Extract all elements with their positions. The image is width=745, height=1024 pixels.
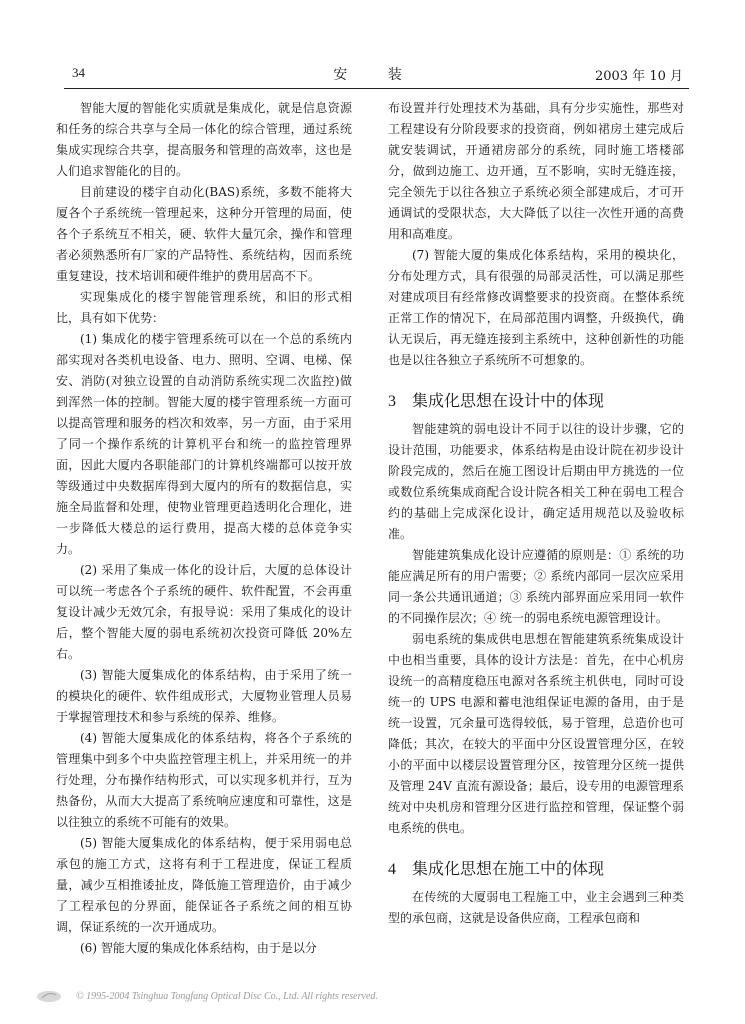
list-item: (3) 智能大厦集成化的体系结构，由于采用了统一的模块化的硬件、软件组成形式，大厦物业管理人员易于掌握管理技术和参与系统的保养、维修。 <box>56 668 352 724</box>
paragraph: 智能大厦的智能化实质就是集成化，就是信息资源和任务的综合共享与全局一体化的综合管理，通过系统集成实现综合共享，提高服务和管理的高效率，这也是人们追求智能化的目的。 <box>56 101 352 178</box>
list-item: (2) 采用了集成一体化的设计后，大厦的总体设计可以统一考虑各个子系统的硬件、软件配置，不会再重复设计减少无效冗余，有报导说：采用了集成化的设计后，整个智能大厦的弱电系统初次投资可降低 20%左右。 <box>56 563 352 661</box>
list-item: (1) 集成化的楼宇管理系统可以在一个总的系统内部实现对各类机电设备、电力、照明、空调、电梯、保安、消防(对独立设置的自动消防系统实现二次监控)做到浑然一体的控制。智能大厦的楼宇管理系统一方面可以提高管理和服务的档次和效率，另一方面，由于采用了同一个操作系统的计算机平台和统一的监控管理界面，因此大厦内各职能部门的计算机终端都可以按开放等级通过中央数据库得到大厦内的所有的数据信息，实施全局监督和处理，使物业管理更趋透明化合理化，进一步降低大楼总的运行费用，提高大楼的总体竞争实力。 <box>56 332 352 556</box>
section-title: 集成化思想在施工中的体现 <box>412 859 605 878</box>
cnki-logo-icon <box>36 990 62 1003</box>
list-item: (4) 智能大厦集成化的体系结构，将各个子系统的管理集中到多个中央监控管理主机上，并采用统一的并行处理，分布操作结构形式，可以实现多机并行，互为热备份，从而大大提高了系统响应速度和可靠性，这是以往独立的系统不可能有的效果。 <box>56 731 352 829</box>
paragraph: 目前建设的楼宇自动化(BAS)系统，多数不能将大厦各个子系统统一管理起来，这种分开管理的局面，使各个子系统互不相关，硬、软件大量冗余，操作和管理者必须熟悉所有厂家的产品特性、系统结构，因而系统重复建设，技术培训和硬件维护的费用居高不下。 <box>56 185 352 283</box>
section-number: 3 <box>388 393 396 410</box>
right-column <box>388 98 684 929</box>
section-title: 集成化思想在设计中的体现 <box>412 391 605 410</box>
paragraph: 智能建筑集成化设计应遵循的原则是：① 系统的功能应满足所有的用户需要；② 系统内部同一层次应采用同一条公共通讯通道；③ 系统内部界面应采用同一软件的不同操作层次；④ 统一的弱电系统电源管理设计。 <box>388 548 684 625</box>
issue-date: 2003 年 10 月 <box>594 69 683 84</box>
paragraph: 在传统的大厦弱电工程施工中，业主会遇到三种类型的承包商，这就是设备供应商，工程承包商和 <box>388 890 684 925</box>
paragraph: 实现集成化的楼宇智能管理系统，和旧的形式相比，具有如下优势： <box>56 290 352 325</box>
page-number: 34 <box>72 65 85 80</box>
list-item: (5) 智能大厦集成化的体系结构，便于采用弱电总承包的施工方式，这将有利于工程进度，保证工程质量，减少互相推诿扯皮，降低施工管理造价，由于减少了工程承包的分界面，能保证各子系统之间的相互协调，保证系统的一次开通成功。 <box>56 836 352 934</box>
paragraph: 智能建筑的弱电设计不同于以往的设计步骤，它的设计范围，功能要求，体系结构是由设计院在初步设计阶段完成的，然后在施工图设计后期由甲方挑选的一位或数位系统集成商配合设计院各相关工种在弱电工程合约的基础上完成深化设计，确定适用规范以及验收标准。 <box>388 422 684 541</box>
page-header <box>64 58 689 89</box>
journal-title: 安 装 <box>333 67 420 83</box>
page-footer <box>36 990 378 1008</box>
left-column <box>56 98 352 959</box>
copyright-notice: © 1995-2004 Tsinghua Tongfang Optical Disc Co., Ltd. All rights reserved. <box>76 990 378 1002</box>
list-item: (7) 智能大厦的集成化体系结构，采用的模块化，分布处理方式，具有很强的局部灵活性，可以满足那些对建成项目有经常修改调整要求的投资商。在整体系统正常工作的情况下，在局部范围内调整，升级换代，确认无误后，再无缝连接到主系统中，这种创新性的功能也是以往各独立子系统所不可想象的。 <box>388 248 684 367</box>
paragraph: 弱电系统的集成供电思想在智能建筑系统集成设计中也相当重要，具体的设计方法是：首先，在中心机房设统一的高精度稳压电源对各系统主机供电，同时可设统一的 UPS 电源和蓄电池组保证电源的备用，由于是统一设置，冗余量可选得较低，易于管理，总造价也可降低；其次，在较大的平面中分区设置管理分区，在较小的平面中以楼层设置管理分区，按管理分区统一提供及管理 24V 直流有源设备；最后，设专用的电源管理系统对中央机房和管理分区进行监控和管理，保证整个弱电系统的供电。 <box>388 632 684 835</box>
section-number: 4 <box>388 861 396 878</box>
paragraph-continued: 布设置并行处理技术为基础，具有分步实施性，那些对工程建设有分阶段要求的投资商，例如裙房土建完成后就安装调试，开通裙房部分的系统，同时施工塔楼部分，做到边施工、边开通，互不影响，实时无缝连接，完全领先于以往各独立子系统必须全部建成后，才可开通调试的受限状态，大大降低了以往一次性开通的高费用和高难度。 <box>388 101 684 241</box>
section-heading-4 <box>388 857 684 882</box>
section-heading-3 <box>388 389 684 414</box>
list-item: (6) 智能大厦的集成化体系结构，由于是以分 <box>80 941 317 955</box>
